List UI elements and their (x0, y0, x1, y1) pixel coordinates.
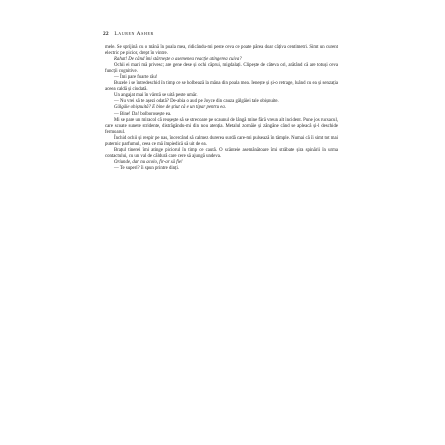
dialogue-line: — Îmi pare foarte rău! (114, 75, 158, 81)
page-number: 22 (103, 31, 109, 37)
paragraph: Mi se pare un miracol că reușește să se strecoare pe scaunul de lângă mine fără vreun alt incident. Pune jos rucsacul, care scoate sunete stridente, distrăgându-mi din nou atenția. Metalul zornăie și zăngăne când se apleacă și-l deschide fermoarul. (105, 117, 338, 135)
dialogue-line: — Bine! Da! bolborosește ea. (114, 111, 172, 117)
page-header (103, 31, 154, 37)
paragraph: Un angajat mai în vârstă se uită peste umăr. (114, 93, 198, 99)
paragraph: Brațul tinerei îmi atinge piciorul în timp ce caută. O scânteie asemănătoare îmi străbate șira spinării în urma contactului, cu un val de căldură care cere să ajungă undeva. (105, 147, 338, 159)
dialogue-line: — Nu vrei să te așezi odată? De-abia o aud pe Joyce din cauza gâlgâiei tale obișnuite. (114, 99, 279, 105)
italic-thought: Oriunde, dar nu acolo, fir-ar să fie! (114, 159, 183, 165)
paragraph: mele. Se sprijină cu o mână în poala mea, ridicându-mi peste ceva ce poate părea doar câțiva centimetri. Simt un curent electric pe picior, drept în vintre. (105, 45, 338, 57)
page-body (105, 45, 338, 172)
italic-thought: Gâlgâie obișnuită? E bine de știut că e un tipar pentru ea. (114, 105, 226, 111)
paragraph: Ochii ei mari mă privesc; are gene dese și ochi căprui, migdalați. Clipește de câteva ori, arătând că are totuși ceva funcții cognitive. (105, 63, 338, 75)
running-head-author: Lauren Asher (114, 31, 154, 37)
dialogue-line: — Te superi? îi spun printre dinți. (114, 165, 179, 171)
italic-thought: Rahat! De când îmi stârnește o asemenea reacție atingerea cuiva? (114, 57, 242, 63)
paragraph: Buzele i se întredeschid în timp ce se holbează la mâna din poala mea. Ienește și și-o retrage, luând cu ea și senzația aceea caldă și ciudată. (105, 81, 338, 93)
paragraph: Închid ochii și respir pe nas, încercând să calmez durerea surdă care-mi pulsează în tâmple. Numai că îi simt tot mai puternic parfumul, ceea ce mă împiedică să uit de ea. (105, 135, 338, 147)
